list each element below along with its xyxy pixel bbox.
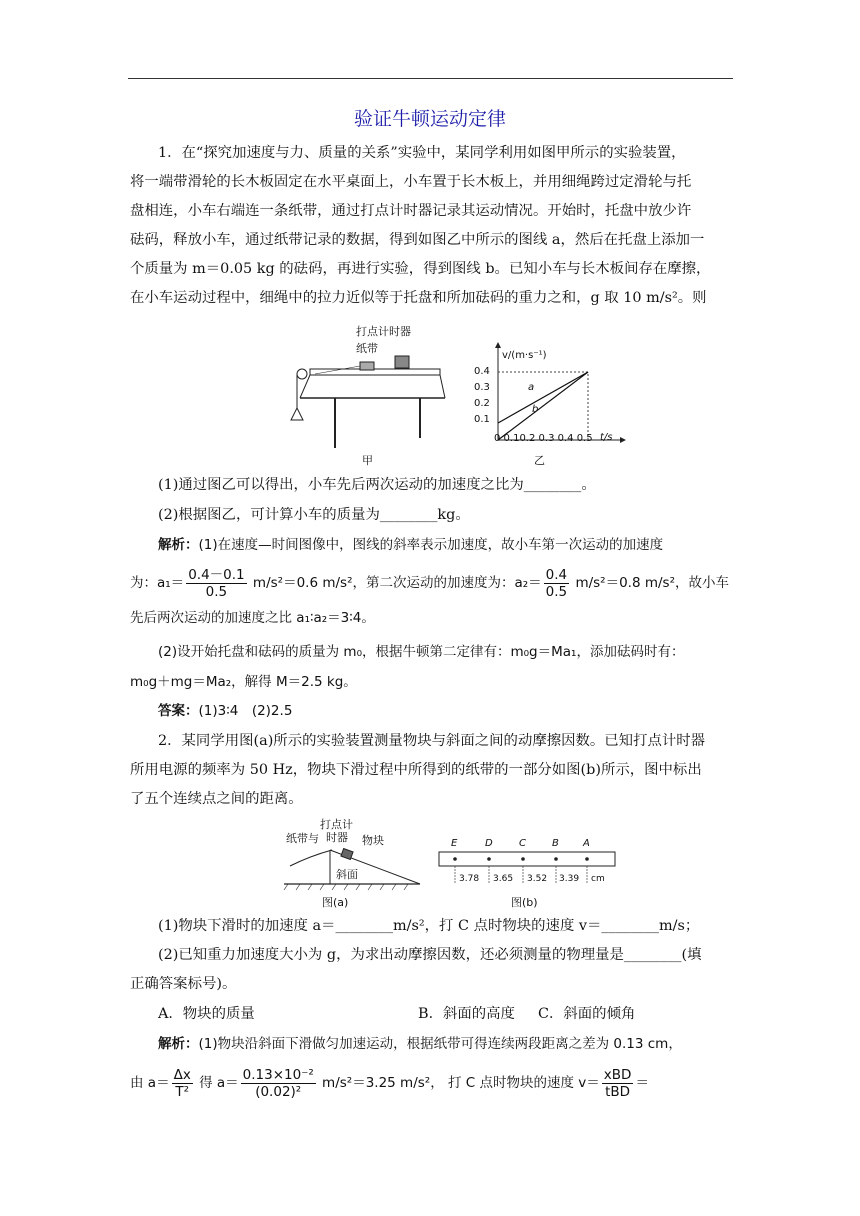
point-label: B: [552, 838, 559, 849]
timer-label: 打点计时器: [356, 325, 411, 338]
denominator: (0.02)²: [255, 1083, 302, 1100]
denominator: tBD: [605, 1083, 631, 1100]
q1-solution-line: 先后两次运动的加速度之比 a₁∶a₂＝3∶4。: [130, 610, 375, 626]
distance-label: 3.78: [459, 874, 480, 884]
numerator: 0.13×10⁻²: [242, 1066, 314, 1083]
q1-solution-line: m₀g＋mg＝Ma₂，解得 M＝2.5 kg。: [130, 674, 357, 690]
formula-text: 为：a₁＝: [130, 575, 185, 591]
solution-head: 解析：: [158, 537, 199, 553]
page-title: 验证牛顿运动定律: [353, 108, 506, 130]
q2-line: 了五个连续点之间的距离。: [130, 791, 303, 807]
series-line-b: [498, 372, 588, 440]
figure-caption: 乙: [534, 454, 545, 467]
fraction: [172, 1067, 193, 1100]
point-label: A: [583, 838, 590, 849]
y-tick-label: 0.1: [474, 414, 490, 425]
tape-drawing: [435, 838, 620, 894]
timer-label: 打点计: [320, 818, 353, 831]
option-a: A．物块的质量: [158, 1006, 255, 1022]
figure-caption: 甲: [362, 454, 373, 467]
solution-head: 解析：: [158, 1036, 199, 1052]
q1-line: 个质量为 m＝0.05 kg 的砝码，再进行实验，得到图线 b。已知小车与长木板间存在摩擦，: [130, 261, 711, 277]
q2-solution-formula: [130, 1064, 732, 1102]
figure-yi: [470, 340, 630, 470]
y-tick-label: 0.3: [474, 382, 490, 393]
q1-line: 砝码，释放小车，通过纸带记录的数据，得到如图乙中所示的图线 a，然后在托盘上添加一: [130, 232, 705, 248]
fraction: [186, 567, 246, 600]
tape-label: 纸带与: [286, 832, 319, 845]
q1-sub2: (2)根据图乙，可计算小车的质量为________kg。: [158, 507, 470, 523]
figure-caption: 图(a): [322, 896, 349, 909]
point-label: D: [485, 838, 493, 849]
solution-text: (1)物块沿斜面下滑做匀加速运动，根据纸带可得连续两段距离之差为 0.13 cm，: [198, 1036, 682, 1052]
q1-sub1: (1)通过图乙可以得出，小车先后两次运动的加速度之比为________。: [158, 477, 596, 493]
point-label: E: [451, 838, 458, 849]
point-label: C: [519, 838, 526, 849]
x-arrow: [620, 437, 626, 443]
y-tick-label: 0.2: [474, 398, 490, 409]
timer-label: 时器: [326, 831, 348, 844]
y-arrow: [495, 342, 501, 348]
denominator: T²: [175, 1083, 190, 1100]
q1-answer: [130, 697, 732, 726]
fraction: [241, 1067, 316, 1100]
q1-solution-formula: [130, 566, 732, 600]
q1-solution-line: [130, 531, 732, 560]
formula-text: 得 a＝: [194, 1075, 239, 1091]
option-b: B．斜面的高度: [418, 1006, 515, 1022]
formula-text: 由 a＝: [130, 1075, 170, 1091]
formula-text: ＝: [635, 1075, 649, 1091]
question-2: [130, 727, 732, 756]
q1-line: 在小车运动过程中，细绳中的拉力近似等于托盘和所加砝码的重力之和，g 取 10 m/s²。则: [130, 290, 707, 306]
figure-jia: [280, 320, 450, 470]
tape-label: 纸带: [356, 342, 378, 355]
x-axis-label: t/s: [600, 432, 613, 443]
fraction: [602, 1067, 634, 1100]
numerator: 0.4: [545, 566, 568, 583]
denominator: 0.5: [205, 583, 228, 600]
solution-text: (1)在速度—时间图像中，图线的斜率表示加速度，故小车第一次运动的加速度: [198, 537, 664, 553]
formula-text: m/s²＝3.25 m/s²， 打 C 点时物块的速度 v＝: [317, 1075, 600, 1091]
distance-label: 3.52: [527, 874, 548, 884]
question-1: [130, 139, 732, 168]
figure-a: [280, 816, 430, 908]
slope-label: 斜面: [336, 868, 358, 881]
figure-b: [435, 838, 620, 910]
answer-head: 答案：: [158, 703, 199, 719]
series-label-a: a: [528, 382, 535, 393]
option-c: C．斜面的倾角: [538, 1006, 636, 1022]
q2-solution-line: [130, 1030, 732, 1059]
distance-label: 3.39: [559, 874, 580, 884]
header-rule: [128, 78, 733, 79]
numerator: xBD: [603, 1066, 632, 1083]
answer-text: (1)3∶4 (2)2.5: [198, 703, 293, 719]
formula-text: m/s²＝0.6 m/s²，第二次运动的加速度为：a₂＝: [248, 575, 542, 591]
q2-line: 所用电源的频率为 50 Hz，物块下滑过程中所得到的纸带的一部分如图(b)所示，图中标出: [130, 762, 702, 778]
formula-text: m/s²＝0.8 m/s²，故小车: [571, 575, 729, 591]
numerator: 0.4－0.1: [188, 566, 245, 583]
q2-line: 2．某同学用图(a)所示的实验装置测量物块与斜面之间的动摩擦因数。已知打点计时器: [158, 733, 706, 749]
denominator: 0.5: [545, 583, 568, 600]
y-tick-label: 0.4: [474, 366, 490, 377]
fraction: [544, 567, 569, 600]
figure-caption: 图(b): [511, 896, 538, 909]
series-line-a: [498, 372, 588, 423]
q2-sub2-cont: 正确答案标号)。: [130, 976, 237, 992]
y-axis-label: v/(m·s⁻¹): [502, 350, 547, 361]
numerator: Δx: [173, 1066, 191, 1083]
q1-line: 1．在“探究加速度与力、质量的关系”实验中，某同学利用如图甲所示的实验装置，: [158, 145, 686, 161]
q1-line: 将一端带滑轮的长木板固定在水平桌面上，小车置于长木板上，并用细绳跨过定滑轮与托: [130, 174, 692, 190]
unit-label: cm: [591, 874, 605, 884]
series-label-b: b: [532, 404, 539, 415]
block-label: 物块: [362, 834, 384, 847]
q2-sub2: (2)已知重力加速度大小为 g，为求出动摩擦因数，还必须测量的物理量是________(填: [158, 947, 702, 963]
q2-sub1: (1)物块下滑时的加速度 a＝________m/s²，打 C 点时物块的速度 v＝________m/s；: [158, 918, 700, 934]
q1-solution-line: (2)设开始托盘和砝码的质量为 m₀，根据牛顿第二定律有：m₀g＝Ma₁，添加砝码时有：: [158, 644, 685, 660]
q1-line: 盘相连，小车右端连一条纸带，通过打点计时器记录其运动情况。开始时，托盘中放少许: [130, 203, 692, 219]
x-tick-labels: 0 0.10.2 0.3 0.4 0.5: [494, 433, 593, 444]
distance-label: 3.65: [493, 874, 514, 884]
